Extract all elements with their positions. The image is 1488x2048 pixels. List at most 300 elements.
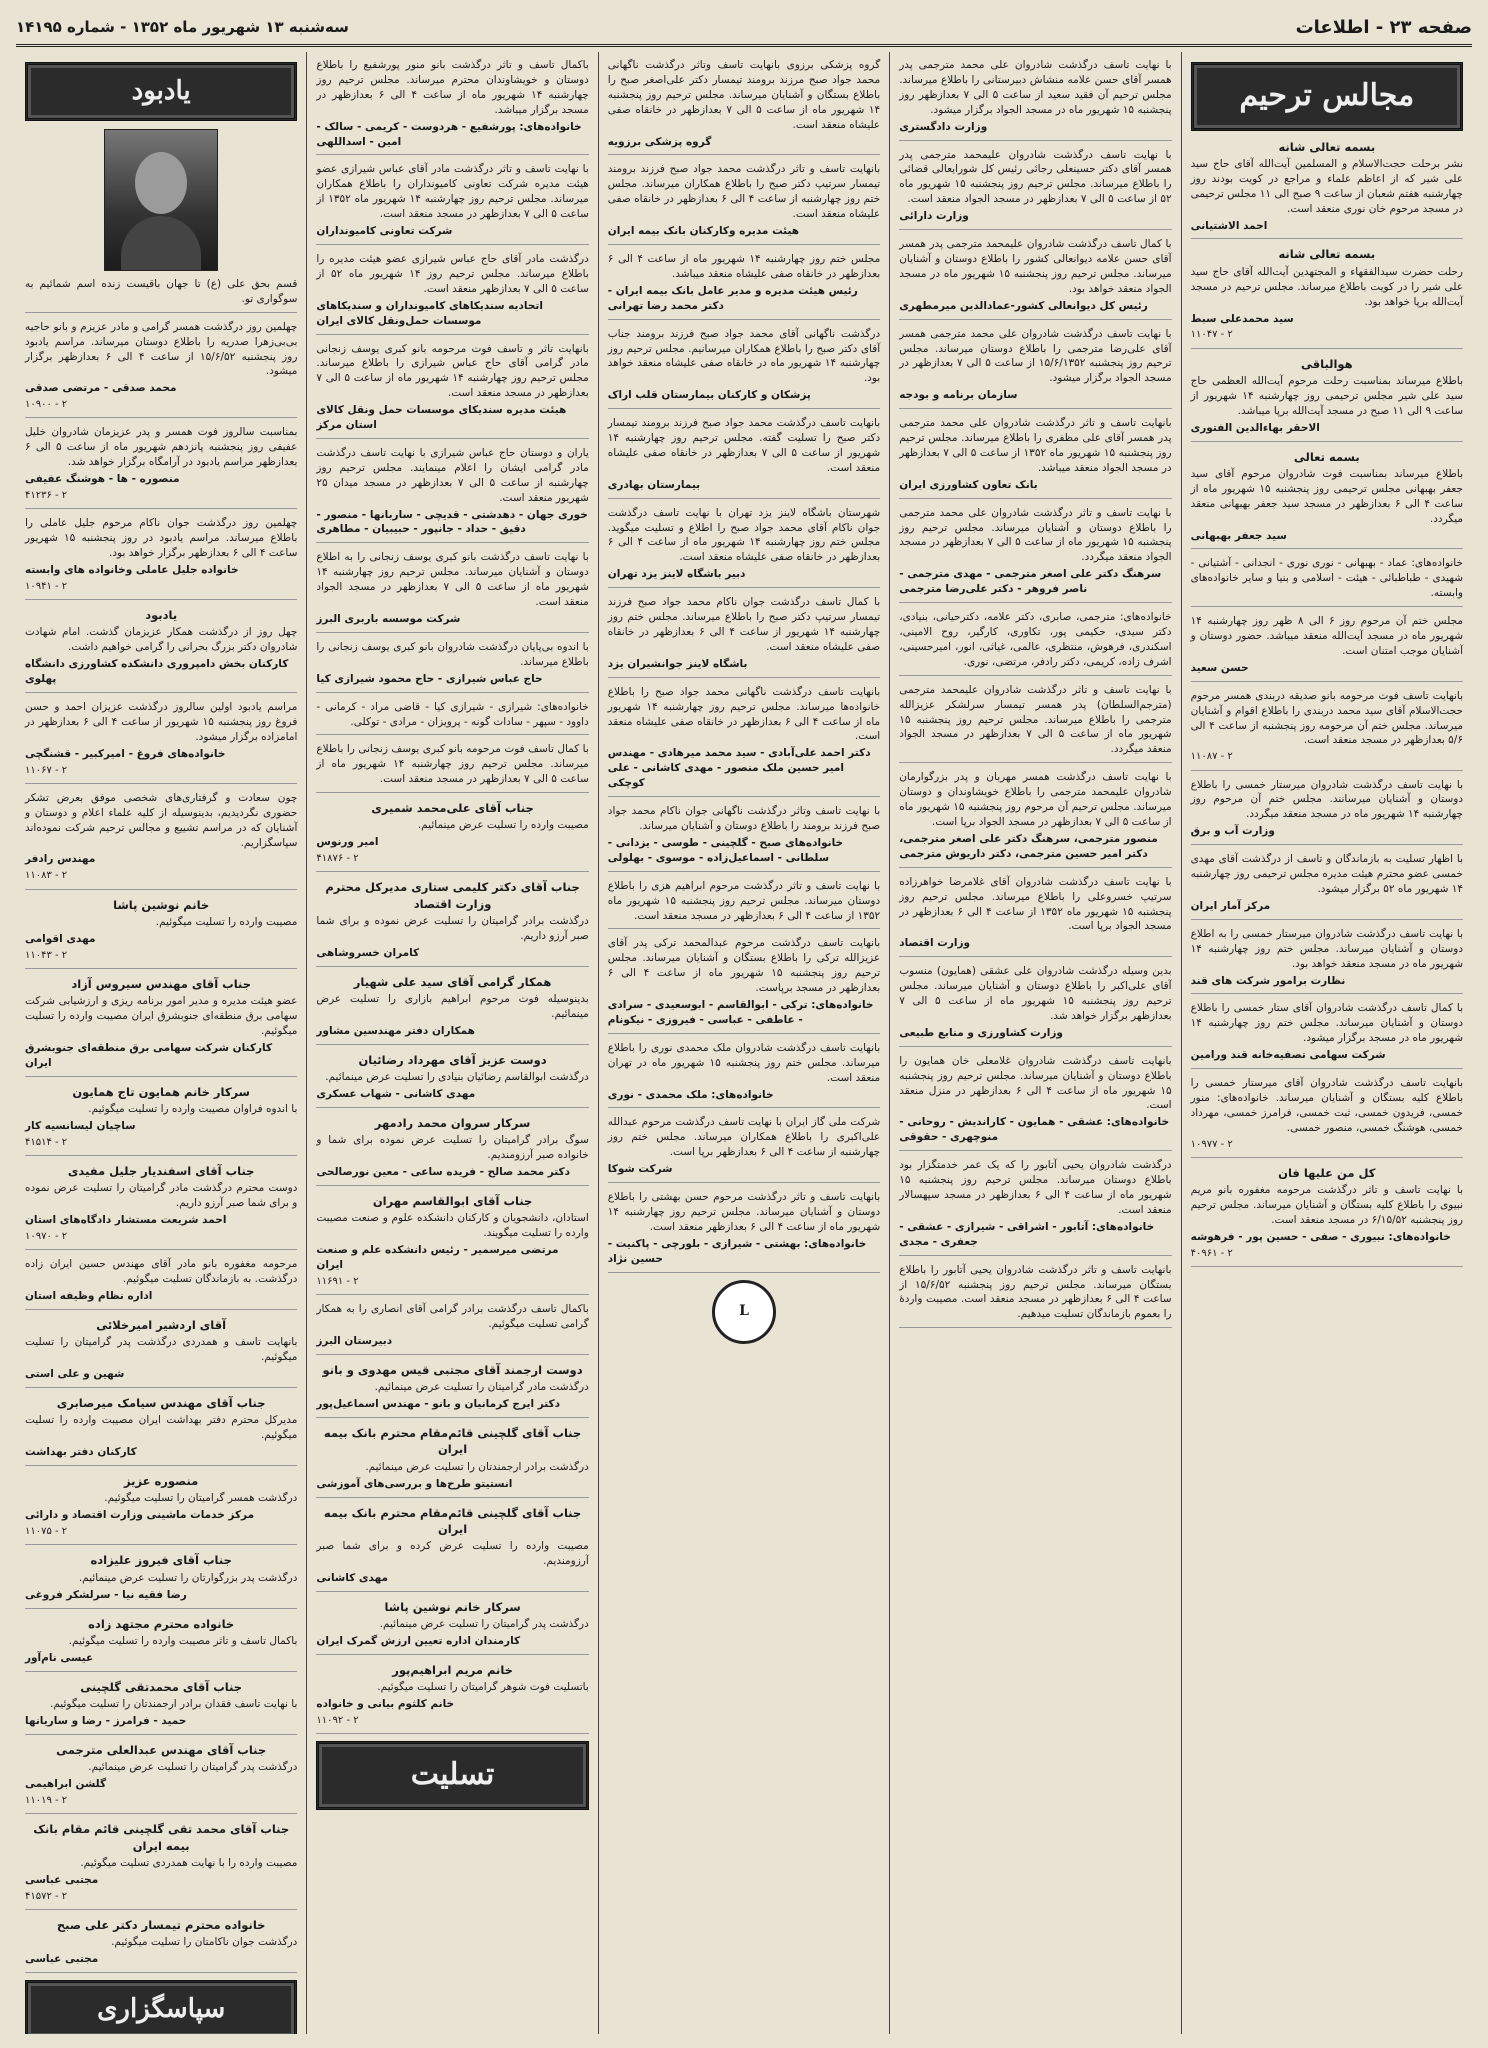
notice-body: بدین وسیله درگذشت شادروان علی عشقی (همایون) منسوب آقای علی‌اکبر را باطلاع دوستان و آشنایان میرساند. مجلس ترحیم روز پنجشنبه ۱۵ شهریور ماه از ساعت ۵ الی ۷ بعدازظهر برگزار خواهد شد. <box>899 965 1172 1022</box>
notice-item <box>1191 449 1463 550</box>
notice-signature: مهدی کاشانی <box>316 1572 389 1585</box>
notice-code: ۲ - ۱۱۰۸۷ <box>1190 751 1233 763</box>
notice-item <box>899 875 1171 958</box>
columns <box>16 52 1472 2034</box>
notice-item <box>25 1742 297 1814</box>
notice-signature: خانواده‌های صبح - گلچینی - طوسی - یزدانی - سلطانی - اسماعیل‌زاده - موسوی - بهلولی <box>607 836 844 864</box>
notice-signature: شرکت موسسه باربری البرز <box>316 613 461 625</box>
notice-item <box>608 58 880 155</box>
notice-body: با کمال تاسف درگذشت جوان ناکام محمد جواد صبح فرزند تیمسار سرتیپ دکتر صبح را باطلاع میرساند. مجلس ختم روز چهارشنبه ۱۴ شهریور از ساعت ۴ الی ۶ بعدازظهر در خانقاه صفی علیشاه منعقد است. <box>607 596 881 653</box>
notice-item <box>316 446 588 543</box>
notice-heading: آقای اردشیر امیرخلائی <box>96 1318 227 1333</box>
notice-heading: جناب آقای محمدتقی گلچینی <box>80 1679 243 1694</box>
notice-body: شهرستان باشگاه لاینز یزد تهران با نهایت تاسف درگذشت جوان ناکام آقای محمد جواد صبح را اطلاع و تسلیت میگوید. مجلس ختم روز چهارشنبه ۱۴ شهریور ماه از ساعت ۴ الی ۶ بعدازظهر در خانقاه صفی علیشاه منعقد است. <box>607 506 881 564</box>
notice-signature: مهدی کاشانی - شهاب عسکری <box>316 1088 476 1101</box>
notice-body: مجلس ختم آن مرحوم روز ۶ الی ۸ ظهر روز چهارشنبه ۱۴ شهریور ماه در مسجد آیت‌الله منعقد میباشد. حضور دوستان و آشنایان موجب امتنان است. <box>1190 615 1463 657</box>
notice-body: چهلمین روز درگذشت جوان ناکام مرحوم جلیل عاملی را باطلاع میرساند. مراسم یادبود در روز پنجشنبه ۱۵ شهریور ساعت ۴ الی ۶ بعدازظهر برگزار خواهد بود. <box>24 517 298 560</box>
notice-signature: خانواده جلیل عاملی وخانواده های وابسته <box>24 563 239 576</box>
notice-body: چون سعادت و گرفتاری‌های شخصی موفق بعرض تشکر حضوری نگردیدیم، بدینوسیله از کلیه علماء اعلام و دوستان و آشنایان که در مراسم تشییع و مجالس ترحیم شرکت نموده‌اند سپاسگزاریم. <box>24 791 298 849</box>
notice-signature: شرکت شوکا <box>607 1163 673 1176</box>
notice-heading: جناب آقای اسفندیار جلیل مفیدی <box>67 1164 255 1179</box>
notice-item <box>608 416 880 499</box>
notice-item <box>25 516 297 600</box>
notice-signature: منصوره - ها - هوشنگ عفیفی <box>24 473 180 486</box>
notice-signature: اداره نظام وظیفه استان <box>24 1290 153 1303</box>
notice-signature: امیر ورنوس <box>316 836 379 849</box>
notice-body: بانهایت تاسف درگذشت شادروان آقای میرستار خمسی را باطلاع کلیه بستگان و آشنایان میرساند. خانواده‌های: منور خمسی، فریدون خمسی، ثبت خمسی، فرامرز خمسی، مهرداد خمسی، هوشنگ خمسی، منصور خمسی. <box>1190 1077 1463 1134</box>
notice-item <box>25 1317 297 1388</box>
notice-signature: مجتبی عباسی <box>24 1873 99 1886</box>
notice-signature: همکاران دفتر مهندسین مشاور <box>316 1025 475 1037</box>
notice-signature: خانم کلثوم بیانی و خانواده <box>316 1698 455 1711</box>
notice-body: بمناسبت سالروز فوت همسر و پدر عزیزمان شادروان خلیل عفیفی روز پنجشنبه پانزدهم شهریور ماه از ساعت ۵ الی ۶ بعدازظهر مراسم یادبود در آرامگاه برگزار خواهد شد. <box>24 426 298 469</box>
notice-item <box>1191 246 1463 348</box>
notice-code: ۲ - ۱۰۹۷۷ <box>1190 1138 1233 1150</box>
notice-body: مجلس ختم روز چهارشنبه ۱۴ شهریور ماه از ساعت ۴ الی ۶ بعدازظهر در خانقاه صفی علیشاه منعقد میباشد. <box>607 252 881 280</box>
notice-item <box>25 277 297 313</box>
notice-body: بدینوسیله فوت مرحوم ابراهیم بازاری را تسلیت عرض مینمائیم. <box>316 993 589 1021</box>
notice-signature: مرکز آمار ایران <box>1190 899 1271 912</box>
notice-heading: جناب آقای فیروز علیزاده <box>90 1553 232 1568</box>
notice-signature: نظارت برامور شرکت های قند <box>1190 974 1346 987</box>
notice-body: خانواده‌های: شیرازی - شیرازی کیا - قاضی مراد - کرمانی - داوود - سپهر - سادات گونه - پرویزان - مرادی - توکلی. <box>316 700 589 728</box>
notice-code: ۲ - ۱۰۹۷۰ <box>24 1231 68 1243</box>
notice-signature: رئیس هیئت مدیره و مدیر عامل بانک بیمه ایران - دکتر محمد رضا تهرانی <box>607 284 858 312</box>
notice-body: رحلت حضرت سیدالفقهاء و المجتهدین آیت‌الله آقای حاج سید علی شیر را در کویت باطلاع میرساند. مجلس ترحیم در مسجد آیت‌الله برپا خواهد بود. <box>1190 265 1463 308</box>
notice-signature: وزارت آب و برق <box>1190 825 1275 838</box>
notice-item <box>316 1302 588 1355</box>
notice-body: بانهایت تاسف و تاثر درگذشت شادروان علی محمد مترجمی پدر همسر آقای علی مظفری را باطلاع میرساند. مجلس ترحیم روز پنجشنبه ۱۵ شهریور ماه ۱۳۵۲ از ساعت ۵ الی ۷ بعدازظهر در مسجد الجواد منعقد میباشد. <box>899 417 1172 474</box>
notice-signature: کامران خسروشاهی <box>316 946 420 959</box>
notice-heading: خانواده محترم تیمسار دکتر علی صبح <box>56 1917 266 1932</box>
notice-body: گروه پزشکی برزوی بانهایت تاسف وتاثر درگذشت ناگهانی محمد جواد صبح مرزند برومند تیمسار دکتر علی‌اصغر صبح را باطلاع بستگان و آشنایان میرساند. مجلس ترحیم روز پنجشنبه ۱۴ شهریور ماه از ساعت ۵ الی ۷ بعدازظهر در خانقاه صفی علیشاه منعقد است. <box>607 59 881 131</box>
notice-body: بانهایت تاسف درگذشت محمد جواد صبح فرزند برومند تیمسار دکتر صبح را تسلیت گفته. مجلس ترحیم روز چهارشنبه ۱۴ شهریور از ساعت ۵ الی ۷ بعدازظهر در خانقاه صفی علیشاه منعقد است. <box>607 417 881 474</box>
notice-body: بانهایت تاسف درگذشت شادروان غلامعلی خان همایون را باطلاع دوستان و آشنایان میرساند. مجلس ترحیم روز پنجشنبه ۱۵ شهریور ماه از ساعت ۴ الی ۶ بعدازظهر در منزل منعقد است. <box>899 1054 1172 1112</box>
notice-heading: جناب آقای گلچینی قائم‌مقام محترم بانک بیمه ایران <box>323 1505 582 1536</box>
notice-signature: احمد الاشتیانی <box>1190 219 1268 232</box>
notice-item <box>316 1115 588 1186</box>
section-banner-majales: مجالس ترحیم <box>1191 62 1463 131</box>
notice-item <box>316 800 588 872</box>
notice-item <box>25 1257 297 1310</box>
notice-body: با کمال تاسف درگذشت شادروان آقای ستار خمسی را باطلاع دوستان و آشنایان میرساند. مجلس ختم روز چهارشنبه ۱۴ شهریور ماه در مسجد برگزار میشود. <box>1190 1002 1463 1045</box>
notice-body: مدیرکل محترم دفتر بهداشت ایران مصیبت وارده را تسلیت میگوئیم. <box>24 1414 298 1442</box>
notice-item <box>25 1473 297 1545</box>
notice-heading: بسمه تعالی شانه <box>1278 247 1376 262</box>
notice-heading: هوالباقی <box>1300 356 1353 371</box>
notice-signature: حاج عباس شیرازی - حاج محمود شیرازی کیا <box>316 672 543 685</box>
notice-body: بانهایت تاثر و تاسف فوت مرحومه بانو کبری یوسف زنجانی مادر گرامی آقای حاج عباس شیرازی را باطلاع میرساند. مجلس ترحیم روز چهارشنبه ۱۴ شهریور ماه از ساعت ۵ الی ۷ بعدازظهر در مسجد منعقد است. <box>316 342 589 400</box>
notice-signature: سید محمدعلی سبط <box>1190 312 1294 325</box>
notice-item <box>316 342 588 439</box>
notice-body: با نهایت تاسف درگذشت بانو کبری یوسف زنجانی را به اطلاع دوستان و آشنایان میرساند. مجلس ترحیم روز چهارشنبه ۱۴ شهریور ماه از ساعت ۵ الی ۷ بعدازظهر در مسجد الجواد منعقد است. <box>316 551 589 609</box>
notice-item <box>316 974 588 1045</box>
notice-signature: باشگاه لاینز جوانشیران یزد <box>607 657 748 670</box>
notice-body: با اندوه فراوان مصیبت وارده را تسلیت میگوئیم. <box>88 1103 298 1116</box>
notice-body: مرحومه مغفوره بانو مادر آقای مهندس حسین ایران زاده درگذشت. به بازماندگان تسلیت میگوئیم. <box>24 1258 298 1286</box>
notice-body: باکمال تاسف و تاثر مصیبت وارده را تسلیت میگوئیم. <box>68 1634 298 1647</box>
notice-heading: سرکار خانم همایون تاج همایون <box>72 1084 250 1099</box>
notice-signature: احمد شریعت مستشار دادگاه‌های استان <box>24 1214 227 1227</box>
notice-item <box>25 791 297 890</box>
notice-item <box>316 252 588 335</box>
notice-signature: دکتر محمد صالح - فریده ساعی - معین نورصالحی <box>316 1166 571 1179</box>
notice-signature: سید جعفر بهبهانی <box>1190 529 1287 542</box>
column-3 <box>598 52 889 2034</box>
notice-code: ۲ - ۴۰۹۶۱ <box>1190 1247 1233 1259</box>
notice-signature: شهین و علی استی <box>24 1368 125 1381</box>
notice-item <box>1191 1165 1463 1267</box>
notice-code: ۲ - ۱۰۹۰۰ <box>24 399 68 411</box>
notice-heading: کل من علیها فان <box>1278 1165 1376 1180</box>
notice-item <box>899 506 1171 603</box>
notice-item <box>1191 139 1463 240</box>
notice-code: ۲ - ۱۱۰۴۳ <box>24 949 68 961</box>
notice-body: با نهایت تاسف و تاثر درگذشت شادروان علیمحمد مترجمی (مترجم‌السلطان) پدر همسر تیمسار سرلشکر عزیزالله مترجمی را باطلاع میرساند. مجلس ترحیم روز پنجشنبه ۱۵ شهریور ماه از ساعت ۵ الی ۷ بعدازظهر در مسجد الجواد منعقد میگردد. <box>899 683 1172 756</box>
notice-item <box>608 804 880 872</box>
notice-item <box>899 416 1171 499</box>
notice-heading: جناب آقای مهندس سیروس آزاد <box>71 976 252 991</box>
section-banner-yadbood: یادبود <box>25 62 297 121</box>
notice-body: خانواده‌های: عماد - بهبهانی - نوری نوری - انجدانی - آشتیانی - شهیدی - طباطبائی - هیئت - اسلامی و بنیا و سایر خانواده‌های وابسته. <box>1190 557 1463 600</box>
notice-signature: گروه پزشکی برزویه <box>607 135 712 148</box>
notice-signature: خانواده‌های فروغ - امیرکبیر - قشنگچی <box>24 747 226 760</box>
notice-item <box>899 610 1171 676</box>
notice-heading: بسمه تعالی شانه <box>1278 139 1376 154</box>
notice-code: ۲ - ۱۱۰۱۹ <box>24 1795 68 1806</box>
notice-item <box>608 327 880 410</box>
notice-body: دوست محترم درگذشت مادر گرامیتان را تسلیت عرض نموده و برای شما صبر آرزو داریم. <box>24 1182 298 1210</box>
notice-item <box>25 1616 297 1672</box>
notice-body: با نهایت تاسف و تاثر درگذشت مادر آقای عباس شیرازی عضو هیئت مدیره شرکت تعاونی کامیونداران را باطلاع همکاران میرساند. مجلس ترحیم روز چهارشنبه ۱۴ شهریور ماه ۱۳۵۲ از ساعت ۵ الی ۷ بعدازظهر در مسجد منعقد است. <box>316 163 589 221</box>
notice-item <box>608 685 880 797</box>
column-5 <box>16 52 306 2034</box>
notice-item <box>25 1084 297 1156</box>
notice-item <box>316 742 588 793</box>
notice-item <box>899 1158 1171 1255</box>
notice-body: درگذشت ابوالقاسم رضائیان بنیادی را تسلیت عرض مینمائیم. <box>325 1071 589 1084</box>
notice-signature: هیئت مدیره وکارکنان بانک بیمه ایران <box>607 225 800 238</box>
notice-signature: حمید - فرامرز - رضا و ساریانها <box>24 1714 187 1727</box>
notice-body: یاران و دوستان حاج عباس شیرازی با نهایت تاسف درگذشت مادر گرامی ایشان را اعلام مینمایند. مجلس ترحیم روز چهارشنبه از ساعت ۵ الی ۷ بعدازظهر در مسجد میدان ۲۵ شهریور منعقد است. <box>316 446 589 504</box>
notice-item <box>316 640 588 693</box>
notice-body: درگذشت پدر گرامیتان را تسلیت عرض مینمائیم. <box>88 1761 298 1774</box>
notice-code: ۲ - ۴۱۵۷۲ <box>24 1890 68 1902</box>
notice-item <box>899 1263 1171 1329</box>
notice-item <box>608 1115 880 1183</box>
notice-body: درگذشت مادر گرامیتان را تسلیت عرض مینمائیم. <box>374 1381 589 1394</box>
notice-body: باطلاع میرساند بمناسبت فوت شادروان مرحوم آقای سید جعفر بهبهانی مجلس ترحیمی روز پنجشنبه ۱۵ شهریور ماه از ساعت ۴ الی ۶ بعدازظهر در مسجد سید جعفر بهبهانی منعقد میگردد. <box>1190 467 1463 525</box>
notice-item <box>608 936 880 1033</box>
notice-body: باتسلیت فوت شوهر گرامیتان را تسلیت میگوئیم. <box>377 1681 589 1694</box>
notice-body: با نهایت تاسف و تاثر درگذشت مرحوم ابراهیم هزی را باطلاع دوستان میرساند. مجلس ترحیم روز پنجشنبه ۱۵ شهریور ماه ۱۳۵۲ از ساعت ۴ الی ۶ بعدازظهر در مسجد منعقد است. <box>607 879 881 922</box>
notice-body: مصیبت وارده را تسلیت عرض مینمائیم. <box>417 819 589 832</box>
notice-signature: دبیر باشگاه لاینز یزد تهران <box>607 568 746 581</box>
notice-heading: خانم مریم ابراهیم‌پور <box>392 1663 513 1678</box>
notice-item <box>899 58 1171 141</box>
notice-signature: خانواده‌های: بهشتی - شیرازی - بلورچی - پاکنیت - حسین نژاد <box>607 1237 867 1265</box>
notice-item <box>316 1662 588 1734</box>
notice-heading: جناب آقای علی‌محمد شمیری <box>371 801 534 816</box>
notice-item <box>608 1041 880 1109</box>
notice-body: با نهایت تاسف فقدان برادر ارجمندتان را تسلیت میگوئیم. <box>49 1698 298 1711</box>
notice-body: قسم بحق علی (ع) تا جهان باقیست زنده اسم شمائیم به سوگواری تو. <box>24 277 298 305</box>
notice-body: با نهایت تاسف درگذشت شادروان میرستار خمسی را باطلاع دوستان و آشنایان میرسانند. مجلس ختم آن مرحوم روز چهارشنبه ۱۴ شهریور ماه در مسجد منعقد میگردد. <box>1190 778 1463 821</box>
notice-body: بانهایت تاسف درگذشت مرحوم عبدالمحمد ترکی پدر آقای عزیزالله ترکی را باطلاع بستگان و آشنایان میرساند. مجلس ترحیم روز پنجشنبه ۱۵ شهریور ماه از ساعت ۴ الی ۶ بعدازظهر در مسجد برپاست. <box>607 937 881 995</box>
notice-signature: بیمارستان بهادری <box>607 478 701 491</box>
notice-body: مراسم یادبود اولین سالروز درگذشت عزیزان احمد و حسن فروغ روز پنجشنبه ۱۵ شهریور از ساعت ۴ الی ۶ بعدازظهر در امامزاده برگزار میشود. <box>24 701 298 743</box>
notice-item <box>1191 614 1463 682</box>
notice-signature: مجتبی عباسی <box>24 1953 99 1966</box>
notice-body: درگذشت شادروان یحیی آتابور را که یک عمر خدمتگزار بود باطلاع دوستان میرساند. مجلس ترحیم روز پنجشنبه ۱۵ شهریور ماه از ساعت ۴ الی ۶ بعدازظهر در مسجد سپهسالار منعقد است. <box>899 1159 1172 1216</box>
notice-body: درگذشت پدر گرامیتان را تسلیت عرض مینمائیم. <box>379 1618 589 1631</box>
notice-signature: عیسی نام‌آور <box>24 1651 94 1664</box>
notice-item <box>1191 556 1463 607</box>
notice-body: بانهایت تاسف و تاثر درگذشت شادروان یحیی آتابور را باطلاع بستگان میرساند. مجلس ترحیم روز پنجشنبه ۱۵/۶/۵۲ از ساعت ۴ الی ۶ بعدازظهر در مسجد منعقد است. مصیبت واردهٔ را بعموم بازماندگان تسلیت میدهیم. <box>899 1263 1172 1321</box>
notice-body: با نهایت تاسف درگذشت شادروان علی محمد مترجمی پدر همسر آقای حسن علامه منشاش دبیرستانی را باطلاع میرساند. مجلس ترحیم آن فقید سعید از ساعت ۵ الی ۷ بعدازظهر روز پنجشنبه ۱۵ شهریور ماه در مسجد الجواد برگزار میشود. <box>899 59 1172 116</box>
notice-item <box>608 879 880 930</box>
portrait-photo <box>104 129 218 271</box>
notice-heading: جناب آقای ابوالقاسم مهران <box>372 1194 533 1209</box>
notice-signature: خانواده‌های: پورشفیع - هردوست - کریمی - سالک - امین - اسداللهی <box>316 120 582 148</box>
notice-signature: رضا فقیه نیا - سرلشکر فروغی <box>24 1588 187 1601</box>
notice-body: با نهایت تاسف وتاثر درگذشت ناگهانی جوان ناکام محمد جواد صبح فرزند برومند را باطلاع دوستان و آشنایان میرساند. <box>607 805 881 832</box>
notice-body: درگذشت برادر گرامیتان را تسلیت عرض نموده و برای شما صبر آرزو داریم. <box>316 915 589 943</box>
notice-item <box>608 1190 880 1273</box>
notice-signature: کارکنان دفتر بهداشت <box>24 1446 137 1459</box>
notice-body: خانواده‌های: مترجمی، صابری، دکتر علامه، دکترحیانی، بنیادی، دکتر سیدی، حکیمی پور، تکاوری، کارگیر، روح الامینی، اسکندری، فرهوش، منتظری، عالمی، غیاثی، انور، امیرحسینی، اشرف زاده، کریمی، دکتر رادفر، مرتضی، نوری. <box>899 611 1172 668</box>
notice-body: با نهایت تاسف درگذشت شادروان آقای غلامرضا خواهرزاده سرتیپ خسروعلی را باطلاع میرساند. مجلس ترحیم روز پنجشنبه ۱۵ شهریور ماه ۱۳۵۲ از ساعت ۴ الی ۶ بعدازظهر در مسجد الجواد برپا است. <box>899 875 1172 933</box>
notice-item <box>316 1425 588 1497</box>
notice-item <box>25 1821 297 1910</box>
notice-item <box>1191 927 1463 995</box>
notice-signature: خانواده‌های: عشقی - همایون - کاراندیش - روحانی - منوچهری - حقوقی <box>899 1116 1170 1144</box>
notice-signature: شرکت تعاونی کامیونداران <box>316 225 453 238</box>
notice-body: با کمال تاسف فوت مرحومه بانو کبری یوسف زنجانی را باطلاع میرساند. مجلس ترحیم روز چهارشنبه ۱۴ شهریور ماه از ساعت ۵ الی ۷ بعدازظهر در مسجد منعقد است. <box>316 743 589 786</box>
notice-signature: دکتر احمد علی‌آبادی - سید محمد میرهادی - مهندس امیر حسین ملک منصور - مهدی کاشانی - علی کوچکی <box>607 747 871 790</box>
notice-body: با نهایت تاسف درگذشت همسر مهربان و پدر بزرگوارمان شادروان علیمحمد مترجمی را باطلاع خویشاوندان و دوستان میرساند. مجلس ترحیم آن مرحوم روز پنجشنبه ۱۵ شهریور ماه از ساعت ۵ الی ۷ بعدازظهر در مسجد الجواد برپا است. <box>899 771 1172 828</box>
notice-signature: کارکنان شرکت سهامی برق منطقه‌ای جنوبشرق ایران <box>24 1041 273 1069</box>
notice-item <box>25 320 297 419</box>
notice-item <box>899 148 1171 231</box>
notice-body: با کمال تاسف درگذشت شادروان علیمحمد مترجمی پدر همسر آقای حسن علامه دیوانعالی کشور را باطلاع دوستان و آشنایان میرساند. مجلس ترحیم روز پنجشنبه ۱۵ شهریور ماه در مسجد الجواد منعقد خواهد بود. <box>899 238 1172 295</box>
notice-signature: محمد صدقی - مرتضی صدقی <box>24 382 177 395</box>
column-4 <box>306 52 597 2034</box>
notice-signature: وزارت اقتصاد <box>899 937 971 950</box>
lions-club-logo: L <box>712 1280 776 1344</box>
notice-item <box>1191 1001 1463 1069</box>
notice-signature: کارکنان بخش دامپروری دانشکده کشاورزی دانشگاه پهلوی <box>24 658 289 686</box>
notice-heading: خانم نوشین پاشا <box>113 897 210 912</box>
notice-signature: دکتر ایرج کرمانیان و بانو - مهندس اسماعیل‌پور <box>316 1398 561 1411</box>
notice-heading: جناب آقای مهندس سیامک میرصابری <box>56 1396 266 1411</box>
notice-body: بانهایت تاسف درگذشت شادروان ملک محمدی نوری را باطلاع میرساند. مجلس ختم روز پنجشنبه ۱۵ شهریور ماه در تهران منعقد است. <box>607 1041 881 1084</box>
notice-item <box>316 879 588 966</box>
notice-signature: گلشن ابراهیمی <box>24 1778 107 1791</box>
notice-heading: همکار گرامی آقای سید علی شهیار <box>353 974 552 989</box>
notice-item <box>25 1917 297 1973</box>
notice-signature: خانواده‌های: ترکی - ابوالقاسم - ابوسعیدی - سرادی - عاطفی - عباسی - فیروزی - نیکونام <box>607 999 874 1026</box>
notice-item <box>316 1362 588 1418</box>
notice-signature: خانواده‌های: نبیوری - صفی - حسین پور - فرهوشه <box>1190 1230 1451 1243</box>
section-banner-tasliyat: تسلیت <box>316 1741 588 1810</box>
notice-body: چهل روز از درگذشت همکار عزیزمان گذشت. امام شهادت شادروان دکتر بزرگ بحرانی را گرامی خواهیم داشت. <box>24 626 298 654</box>
notice-body: عضو هیئت مدیره و مدیر امور برنامه ریزی و ارزشیابی شرکت سهامی برق منطقه‌ای جنوبشرق ایران مصیبت وارده را تسلیت میگوئیم. <box>24 995 298 1038</box>
notice-item <box>899 1054 1171 1151</box>
notice-body: با نهایت تاسف درگذشت شادروان میرستار خمسی را به اطلاع دوستان و آشنایان میرساند. مجلس ختم روز چهارشنبه ۱۴ شهریور ماه در مسجد منعقد خواهد بود. <box>1190 927 1463 970</box>
notice-signature: سازمان برنامه و بودجه <box>899 389 1018 402</box>
notice-heading: جناب آقای گلچینی قائم‌مقام محترم بانک بیمه ایران <box>323 1426 582 1457</box>
notice-body: با اندوه بی‌پایان درگذشت شادروان بانو کبری یوسف زنجانی را باطلاع میرساند. <box>316 640 589 668</box>
notice-code: ۲ - ۱۱۰۴۷ <box>1190 329 1233 341</box>
issue-date: سه‌شنبه ۱۳ شهریور ماه ۱۳۵۲ - شماره ۱۴۱۹۵ <box>16 18 349 36</box>
notice-heading: خانواده محترم مجتهد زاده <box>88 1616 235 1631</box>
notice-signature: دبیرستان البرز <box>316 1335 393 1348</box>
notice-signature: وزارت دارائی <box>899 210 969 223</box>
notice-signature: هیئت مدیره سندیکای موسسات حمل ونقل کالای استان مرکز <box>316 404 567 432</box>
notice-signature: کارمندان اداره تعیین ارزش گمرک ایران <box>316 1635 521 1648</box>
notice-item <box>608 506 880 589</box>
notice-body: با نهایت تاسف و تاثر درگذشت مرحومه مغفوره بانو مریم نبیوی را باطلاع کلیه بستگان و آشنایان میرساند. مجلس ترحیم روز پنجشنبه ۶/۱۵/۵۲ در مسجد منعقد است. <box>1190 1184 1463 1227</box>
notice-signature: رئیس کل دیوانعالی کشور-عمادالدین میرمطهری <box>899 299 1148 312</box>
notice-body: استادان، دانشجویان و کارکنان دانشکده علوم و صنعت مصیبت وارده را تسلیت میگویند. <box>316 1212 589 1240</box>
notice-item <box>25 607 297 693</box>
notice-signature: حسن سعید <box>1190 661 1249 674</box>
notice-item <box>25 1395 297 1466</box>
notice-item <box>316 58 588 155</box>
notice-heading: سرکار سروان محمد رادمهر <box>374 1116 531 1131</box>
notice-body: بانهایت تاسف و تاثر درگذشت مرحوم حسن بهشتی را باطلاع دوستان و آشنایان میرساند. مجلس ترحیم روز چهارشنبه ۱۴ شهریور ماه از ساعت ۴ الی ۶ بعدازظهر منعقد است. <box>607 1191 881 1233</box>
notice-signature: خانواده‌های: آتابور - اشراقی - شیرازی - عشقی - جعفری - مجدی <box>899 1220 1155 1248</box>
notice-item <box>1191 689 1463 771</box>
notice-item <box>25 700 297 784</box>
notice-body: باطلاع میرساند بمناسبت رحلت مرحوم آیت‌الله العظمی حاج سید علی شیر مجلس ترحیمی روز چهارشنبه ۱۴ شهریور از ساعت ۹ الی ۱۱ صبح در مسجد آیت‌الله برپا میباشد. <box>1190 374 1463 417</box>
column-2 <box>889 52 1180 2034</box>
page-header <box>16 10 1472 47</box>
notice-body: شرکت ملی گاز ایران با نهایت تاسف درگذشت مرحوم عبدالله علی‌اکبری را باطلاع همکاران میرساند. مجلس ختم روز چهارشنبه از ساعت ۴ الی ۶ بعدازظهر برپا است. <box>607 1116 881 1159</box>
notice-body: باکمال تاسف و تاثر درگذشت بانو منور پورشفیع را باطلاع دوستان و خویشاوندان محترم میرساند. مجلس ترحیم روز چهارشنبه ۱۴ شهریور ماه از ساعت ۴ الی ۶ بعدازظهر در مسجد برگزار میباشد. <box>316 59 589 116</box>
notice-item <box>1191 1076 1463 1158</box>
notice-signature: شرکت سهامی تصفیه‌خانه قند ورامین <box>1190 1049 1386 1062</box>
notice-signature: ساچیان لیسانسیه کار <box>24 1119 136 1132</box>
notice-heading: سرکار خانم نوشین پاشا <box>384 1599 521 1614</box>
notice-heading: منصوره عزیز <box>124 1474 199 1489</box>
notice-signature: مرتضی میرسمیر - رئیس دانشکده علم و صنعت ایران <box>316 1244 559 1272</box>
notice-signature: مهندس رادفر <box>24 853 96 866</box>
notice-signature: وزارت دادگستری <box>899 120 988 133</box>
section-banner-sepas: سپاسگزاری <box>25 1980 297 2034</box>
notice-signature: الاحقر بهاءالدین الفتوری <box>1190 421 1320 434</box>
notice-code: ۲ - ۱۱۰۷۵ <box>24 1526 68 1538</box>
column-1 <box>1181 52 1472 2034</box>
notice-body: سوگ برادر گرامیتان را تسلیت عرض نموده برای شما و خانواده صبر آرزومندیم. <box>316 1134 589 1162</box>
notice-item <box>316 1599 588 1655</box>
notice-body: با نهایت تاسف و تاثر درگذشت شادروان علی محمد مترجمی را باطلاع دوستان و آشنایان میرساند. مجلس ترحیم روز پنجشنبه ۱۵ شهریور ماه از ساعت ۵ الی ۷ بعدازظهر در مسجد الجواد منعقد میگردد. <box>899 506 1172 564</box>
notice-item <box>25 976 297 1077</box>
notice-body: درگذشت جوان ناکامتان را تسلیت میگوئیم. <box>111 1936 298 1949</box>
notice-item <box>25 1679 297 1735</box>
page-number: صفحه ۲۳ - اطلاعات <box>1295 16 1472 38</box>
notice-heading: دوست عزیز آقای مهرداد رضائیان <box>358 1052 547 1067</box>
notice-body: با نهایت تاسف درگذشت شادروان علی محمد مترجمی همسر آقای علی‌رضا مترجمی را باطلاع دوستان میرساند. مجلس ترحیم روز پنجشنبه ۱۵/۶/۱۳۵۲ از ساعت ۵ الی ۷ بعدازظهر در مسجد الجواد برگزار میشود. <box>899 327 1172 385</box>
notice-body: مصیبت وارده را با نهایت همدردی تسلیت میگوئیم. <box>80 1856 298 1869</box>
notice-item <box>25 1552 297 1608</box>
notice-code: ۲ - ۱۱۰۸۳ <box>24 870 68 882</box>
notice-signature: سرهنگ دکتر علی اصغر مترجمی - مهدی مترجمی - ناصر فروهر - دکتر علی‌رضا مترجمی <box>899 568 1162 596</box>
notice-body: درگذشت مادر آقای حاج عباس شیرازی عضو هیئت مدیره را باطلاع میرساند. مجلس ترحیم روز ۱۴ شهریور ماه ۵۲ از ساعت ۵ الی ۷ بعدازظهر منعقد است. <box>316 252 589 295</box>
notice-body: با اظهار تسلیت به بازماندگان و تاسف از درگذشت آقای مهدی خمسی عضو محترم هیئت مدیره مجلس ترحیمی روز چهارشنبه ۱۴ شهریور ماه ۵۲ برگزار میشود. <box>1190 853 1463 895</box>
notice-heading: دوست ارجمند آقای مجتبی قیس مهدوی و بانو <box>322 1362 583 1377</box>
notice-signature: وزارت کشاورزی و منابع طبیعی <box>899 1026 1063 1039</box>
notice-body: بانهایت تاسف و تاثر درگذشت محمد جواد صبح فرزند برومند تیمسار سرتیپ دکتر صبح را باطلاع همکاران میرساند. مجلس ختم روز چهارشنبه از ساعت ۴ الی ۶ بعدازظهر در خانقاه صفی علیشاه منعقد است. <box>607 163 881 221</box>
notice-body: بانهایت تاسف و همدردی درگذشت پدر گرامیتان را تسلیت میگوئیم. <box>24 1336 298 1364</box>
notice-code: ۲ - ۱۰۹۴۱ <box>24 580 68 592</box>
notice-code: ۲ - ۴۱۸۷۶ <box>316 853 359 865</box>
notice-code: ۲ - ۴۱۵۱۴ <box>24 1136 68 1148</box>
notice-body: چهلمین روز درگذشت همسر گرامی و مادر عزیزم و بانو حاجیه بی‌بی‌زهرا صدریه را باطلاع دوستان میرساند. مراسم یادبود روز پنجشنبه ۱۵/۶/۵۲ از ساعت ۴ الی ۶ بعدازظهر برگزار میشود. <box>24 320 298 378</box>
notice-heading: یادبود <box>145 608 178 623</box>
notice-item <box>899 327 1171 410</box>
notice-heading: جناب آقای مهندس عبدالعلی مترجمی <box>56 1742 267 1757</box>
notice-item <box>608 162 880 245</box>
notice-item <box>316 1505 588 1592</box>
notice-body: مصیبت وارده را تسلیت عرض کرده و برای شما صبر آرزومندیم. <box>316 1540 589 1568</box>
notice-signature: بانک تعاون کشاورزی ایران <box>899 478 1038 491</box>
notice-code: ۲ - ۱۱۶۹۱ <box>316 1276 359 1288</box>
notice-signature: خوری جهان - دهدشتی - قدیچی - ساربانها - منصور - دقیق - حداد - جانپور - حبیبیان - مطاهری <box>316 508 588 536</box>
notice-item <box>25 1163 297 1250</box>
notice-signature: پزشکان و کارکنان بیمارستان قلب اراک <box>607 389 811 402</box>
notice-body: درگذشت ناگهانی آقای محمد جواد صبح فرزند برومند جناب آقای دکتر صبح را باطلاع همکاران میرسانیم. مجلس ترحیم روز چهارشنبه ۱۴ شهریور ماه در خانقاه صفی علیشاه منعقد خواهد بود. <box>607 327 881 385</box>
notice-item <box>316 1052 588 1108</box>
notice-item <box>608 252 880 320</box>
notice-signature: منصور مترجمی، سرهنگ دکتر علی اصغر مترجمی، دکتر امیر حسین مترجمی، دکتر داریوش مترجمی <box>899 832 1158 860</box>
notice-heading: جناب آقای دکتر کلیمی ستاری مدیرکل محترم وزارت اقتصاد <box>325 880 580 911</box>
notice-code: ۲ - ۱۱۰۹۲ <box>316 1715 359 1727</box>
notice-item <box>316 700 588 736</box>
notice-item <box>316 162 588 245</box>
notice-item <box>1191 852 1463 920</box>
notice-item <box>899 683 1171 764</box>
notice-heading: جناب آقای محمد تقی گلچینی قائم مقام بانک بیمه ایران <box>33 1822 290 1853</box>
notice-body: درگذشت برادر ارجمندتان را تسلیت عرض مینمائیم. <box>365 1460 589 1473</box>
notice-item <box>899 237 1171 320</box>
notice-body: مصیبت وارده را تسلیت میگوئیم. <box>155 915 298 928</box>
notice-code: ۲ - ۱۱۰۶۷ <box>24 764 68 776</box>
notice-item <box>1191 778 1463 846</box>
notice-signature: مرکز خدمات ماشینی وزارت اقتصاد و دارائی <box>24 1509 255 1522</box>
notice-item <box>316 550 588 633</box>
notice-signature: مهدی اقوامی <box>24 932 96 945</box>
notice-signature: انستیتو طرح‌ها و بررسی‌های آموزشی <box>316 1477 513 1490</box>
notice-item <box>25 897 297 969</box>
notice-item <box>25 425 297 509</box>
notice-item <box>316 1193 588 1295</box>
notice-item <box>899 964 1171 1047</box>
notice-signature: اتحادیه سندیکاهای کامیونداران و سندیکاهای موسسات حمل‌ونقل کالای ایران <box>316 299 543 327</box>
notice-body: بانهایت تاسف درگذشت ناگهانی محمد جواد صبح را باطلاع خانواده‌ها میرساند. مجلس ترحیم روز چهارشنبه ۱۴ شهریور ماه از ساعت ۴ الی ۶ بعدازظهر در خانقاه صفی علیشاه منعقد است. <box>607 685 881 743</box>
notice-code: ۲ - ۴۱۲۳۶ <box>24 490 68 502</box>
notice-body: درگذشت پدر بزرگوارتان را تسلیت عرض مینمائیم. <box>78 1571 298 1584</box>
notice-body: درگذشت همسر گرامیتان را تسلیت میگوئیم. <box>104 1492 298 1505</box>
notice-body: بانهایت تاسف فوت مرحومه بانو صدیقه دربندی همسر مرحوم حجت‌الاسلام آقای سید محمد دربندی را باطلاع اقوام و آشنایان میرساند. مجلس ختم آن مرحومه روز پنجشنبه از ساعت ۴ الی ۵/۶ بعدازظهر در مسجد منعقد است. <box>1190 689 1463 747</box>
notice-item <box>608 595 880 678</box>
notice-item <box>899 770 1171 867</box>
notice-signature: خانواده‌های: ملک محمدی - نوری <box>607 1088 774 1101</box>
notice-item <box>1191 356 1463 442</box>
notice-heading: بسمه تعالی <box>1293 449 1360 464</box>
notice-body: با نهایت تاسف درگذشت شادروان علیمحمد مترجمی پدر همسر آقای دکتر حسینعلی رجائی رئیس کل شورایعالی قضائی را باطلاع میرساند. مجلس ترحیم روز پنجشنبه ۱۵ شهریور ماه ۵۲ از ساعت ۵ الی ۷ بعدازظهر در مسجد الجواد منعقد است. <box>899 148 1172 206</box>
